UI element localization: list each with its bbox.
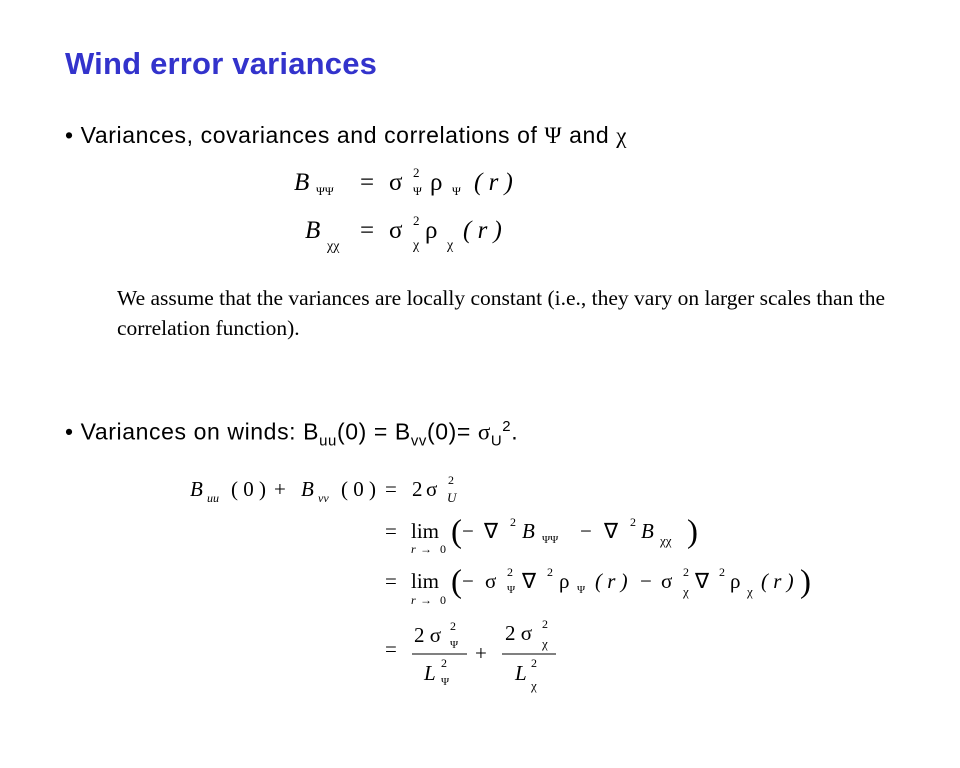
eq2-rhosub: χ (447, 238, 454, 253)
w3-sigma1: σ (485, 569, 497, 593)
w3-s2sup: 2 (683, 565, 689, 579)
bullet2-squared: 2 (502, 418, 512, 435)
w2-lim: lim (411, 519, 440, 543)
bullet2-U: U (490, 432, 503, 450)
wind-variance-derivation (190, 473, 811, 693)
w2-sup1: 2 (510, 515, 516, 529)
w2-sup2: 2 (630, 515, 636, 529)
bullet2-uu: uu (319, 432, 337, 450)
w4-num1: 2 σ (414, 623, 442, 647)
w2-B2: B (641, 519, 654, 543)
w3-r: r (411, 593, 416, 607)
w1-sup: 2 (448, 473, 454, 487)
w3-s1sup: 2 (507, 565, 513, 579)
eq2-sigsub: χ (413, 238, 420, 253)
w4-n1sup: 2 (450, 619, 456, 633)
eq2-arg: ( r ) (463, 217, 502, 244)
w3-rho1sub: Ψ (577, 584, 586, 596)
w4-d2sup: 2 (531, 656, 537, 670)
w2-minus2: − (580, 519, 592, 543)
w4-n1sub: Ψ (450, 639, 459, 651)
w1-arg1: ( 0 ) (231, 477, 266, 501)
eq2-equals: = (360, 217, 375, 244)
eq1-sub: ΨΨ (316, 184, 334, 198)
bullet2-end: . (511, 418, 519, 445)
w3-nabla2: ∇ (695, 569, 710, 593)
locally-constant-note: We assume that the variances are locally constant (i.e., they vary on larger scales than the correlation function). (117, 286, 885, 340)
w2-nabla1: ∇ (484, 519, 499, 543)
w3-s1sub: Ψ (507, 584, 516, 596)
w1-two: 2 (412, 477, 423, 501)
w3-rho2: ρ (730, 569, 741, 593)
w1-B1: B (190, 477, 203, 501)
w2-arrow: → (420, 542, 432, 556)
w1-vv: vv (318, 491, 329, 505)
w3-arg2: ( r ) (761, 569, 794, 593)
w1-sigma: σ (426, 477, 438, 501)
w2-open-paren: ( (451, 514, 462, 550)
w1-uu: uu (207, 491, 219, 505)
bullet1-text: • Variances, covariances and correlations of (65, 122, 545, 148)
eq1-equals: = (360, 169, 375, 196)
eq2-B: B (305, 217, 321, 244)
w3-sigma2: σ (661, 569, 673, 593)
w3-rho1: ρ (559, 569, 570, 593)
eq1-sup: 2 (413, 165, 420, 180)
w4-plus: + (475, 641, 487, 665)
w3-arrow: → (420, 593, 432, 607)
w3-close-paren: ) (800, 564, 811, 600)
bullet2-vv: vv (410, 432, 427, 450)
w3-rho2sub: χ (747, 584, 753, 599)
w3-arg1: ( r ) (595, 569, 628, 593)
w3-nabla1: ∇ (522, 569, 537, 593)
eq1-sigma: σ (389, 169, 403, 196)
w3-n1sup: 2 (547, 565, 553, 579)
w3-s2sub: χ (683, 584, 689, 599)
w2-B1: B (522, 519, 535, 543)
eq1-arg: ( r ) (474, 169, 513, 196)
w1-B2: B (301, 477, 314, 501)
w2-r: r (411, 542, 416, 556)
eq2-rho: ρ (425, 217, 438, 244)
w4-d1sup: 2 (441, 656, 447, 670)
w2-zero: 0 (440, 542, 446, 556)
w2-minus: − (462, 519, 474, 543)
bullet2-text: • Variances on winds: B (65, 418, 320, 445)
equation-chi (305, 213, 502, 254)
eq1-rho: ρ (430, 169, 443, 196)
w3-open-paren: ( (451, 564, 462, 600)
w1-equals: = (385, 477, 397, 501)
eq1-B: B (294, 169, 310, 196)
w4-d1sub: Ψ (441, 676, 450, 688)
eq2-sub: χχ (327, 239, 340, 254)
equation-psi (294, 165, 513, 198)
w2-close-paren: ) (687, 514, 698, 550)
w2-sub2: χχ (660, 533, 672, 548)
w4-den1: L (424, 661, 436, 685)
eq2-sigma: σ (389, 217, 403, 244)
bullet2-part2: (0) = B (336, 418, 411, 445)
bullet2-part3: (0)= (426, 418, 478, 445)
bullet1-and: and (562, 122, 617, 148)
w4-d2sub: χ (531, 678, 537, 693)
w3-zero: 0 (440, 593, 446, 607)
bullet2-sigma: σ (477, 419, 491, 445)
eq2-sup: 2 (413, 213, 420, 228)
w4-equals: = (385, 637, 397, 661)
slide-title: Wind error variances (65, 46, 378, 81)
w2-sub1: ΨΨ (542, 534, 559, 546)
bullet-variances-on-winds (65, 418, 518, 449)
w3-n2sup: 2 (719, 565, 725, 579)
w3-minus2: − (640, 569, 652, 593)
w4-den2: L (515, 661, 527, 685)
w4-num2: 2 σ (505, 621, 533, 645)
w3-lim: lim (411, 569, 440, 593)
w3-minus: − (462, 569, 474, 593)
w4-n2sup: 2 (542, 617, 548, 631)
w4-n2sub: χ (542, 636, 548, 651)
eq1-sigsub: Ψ (413, 184, 422, 198)
w2-nabla2: ∇ (604, 519, 619, 543)
w1-arg2: ( 0 ) (341, 477, 376, 501)
w2-equals: = (385, 519, 397, 543)
chi-symbol: χ (616, 123, 628, 148)
w3-equals: = (385, 569, 397, 593)
psi-symbol: Ψ (544, 123, 563, 148)
eq1-rhosub: Ψ (452, 184, 461, 198)
w1-U: U (447, 490, 457, 505)
w1-plus: + (274, 477, 286, 501)
